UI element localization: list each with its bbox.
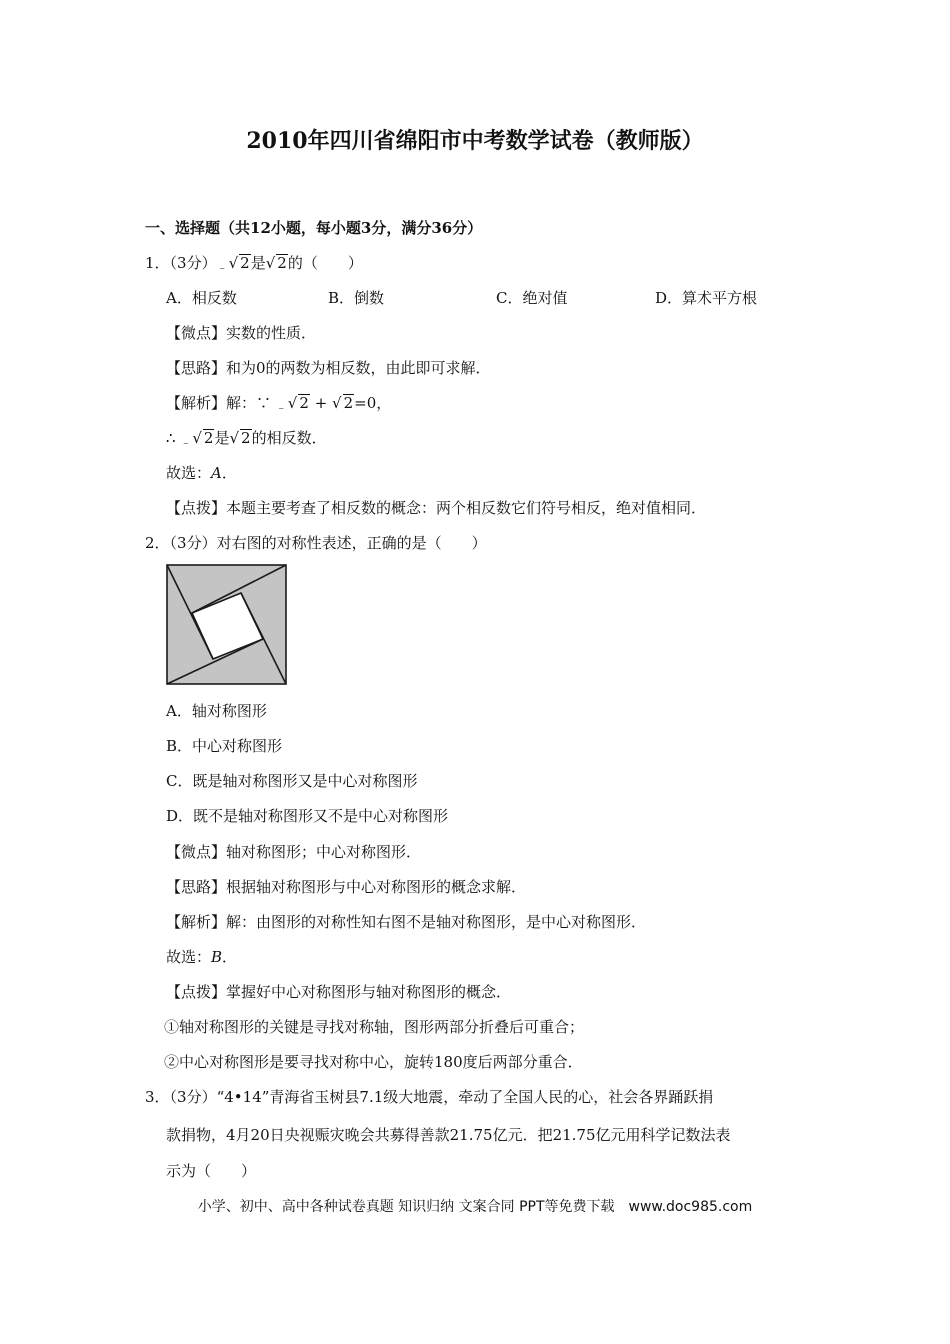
q2-option-d: D．既不是轴对称图形又不是中心对称图形	[166, 807, 449, 825]
q2-dianbo: 【点拨】掌握好中心对称图形与轴对称图形的概念．	[166, 983, 512, 1001]
q2-option-c: C．既是轴对称图形又是中心对称图形	[166, 772, 418, 790]
q1-number: 1．（3分）	[145, 254, 217, 272]
q1-jiexi	[166, 393, 391, 418]
q2-figure	[166, 564, 288, 690]
sqrt-icon: √	[228, 254, 239, 272]
q1-mid: 是	[250, 254, 266, 272]
q1-neg-sign: ﹣	[275, 401, 287, 414]
q1-dianbo: 【点拨】本题主要考查了相反数的概念：两个相反数它们符号相反，绝对值相同．	[166, 499, 707, 517]
q2-answer-suffix: ．	[222, 948, 238, 966]
q1-stem	[145, 253, 363, 278]
q1-answer-suffix: ．	[221, 464, 237, 482]
q1-answer-letter: A	[211, 464, 222, 482]
q1-radicand: 2	[241, 429, 251, 447]
q3-line-3: 示为（ ）	[166, 1162, 257, 1180]
q1-neg-sign: ﹣	[180, 436, 192, 449]
q1-option-b: B．倒数	[328, 289, 385, 307]
pinwheel-square-figure	[166, 564, 288, 686]
q1-radicand: 2	[203, 429, 214, 447]
q1-suffix: 的（ ）	[287, 254, 363, 272]
q2-point-1: ①轴对称图形的关键是寻找对称轴，图形两部分折叠后可重合；	[164, 1018, 585, 1036]
q1-jiexi-prefix: 【解析】解：∵	[166, 394, 272, 412]
q1-radicand: 2	[299, 394, 309, 412]
sqrt-icon: √	[229, 429, 240, 447]
q2-weidian: 【微点】轴对称图形；中心对称图形．	[166, 843, 422, 861]
q2-stem: 2．（3分）对右图的对称性表述，正确的是（ ）	[145, 534, 487, 552]
q1-therefore-suffix: 的相反数．	[251, 429, 327, 447]
q1-radicand: 2	[343, 394, 354, 412]
section-heading: 一、选择题（共12小题，每小题3分，满分36分）	[145, 219, 483, 237]
q1-option-c: C．绝对值	[496, 289, 568, 307]
sqrt-icon: √	[192, 429, 202, 447]
q3-line-2: 款捐物，4月20日央视赈灾晚会共募得善款21.75亿元．把21.75亿元用科学记数法表	[166, 1126, 731, 1144]
q2-answer-prefix: 故选：	[166, 948, 212, 966]
q1-eq: =0，	[354, 394, 392, 412]
document-title: 2010年四川省绵阳市中考数学试卷（教师版）	[246, 128, 704, 154]
q2-silu: 【思路】根据轴对称图形与中心对称图形的概念求解．	[166, 878, 527, 896]
q2-answer-letter: B	[211, 948, 223, 966]
q2-jiexi: 【解析】解：由图形的对称性知右图不是轴对称图形，是中心对称图形．	[166, 913, 647, 931]
q2-option-a: A．轴对称图形	[166, 702, 267, 720]
q1-option-d: D．算术平方根	[655, 289, 758, 307]
page-footer: 小学、初中、高中各种试卷真题 知识归纳 文案合同 PPT等免费下载 www.doc985.com	[197, 1199, 753, 1215]
q1-plus: +	[314, 394, 328, 412]
q1-option-a: A．相反数	[166, 289, 237, 307]
q2-point-2: ②中心对称图形是要寻找对称中心，旋转180度后两部分重合．	[164, 1053, 583, 1071]
q1-silu: 【思路】和为0的两数为相反数，由此即可求解．	[166, 359, 491, 377]
q1-radicand: 2	[240, 254, 250, 272]
therefore-icon: ∴	[166, 429, 176, 447]
sqrt-icon: √	[265, 254, 276, 272]
sqrt-icon: √	[332, 394, 342, 412]
q2-answer	[166, 947, 237, 967]
q2-option-b: B．中心对称图形	[166, 737, 283, 755]
q1-neg-sign: ﹣	[216, 261, 228, 274]
q1-radicand-2: 2	[277, 254, 287, 272]
q1-answer-prefix: 故选：	[166, 464, 212, 482]
q1-weidian: 【微点】实数的性质．	[166, 324, 317, 342]
q1-therefore	[166, 428, 327, 453]
sqrt-icon: √	[287, 394, 298, 412]
q3-line-1: 3．（3分）“4•14”青海省玉树县7.1级大地震，牵动了全国人民的心，社会各界踊跃捐	[145, 1088, 714, 1106]
q1-therefore-mid: 是	[214, 429, 230, 447]
q1-answer	[166, 463, 237, 483]
